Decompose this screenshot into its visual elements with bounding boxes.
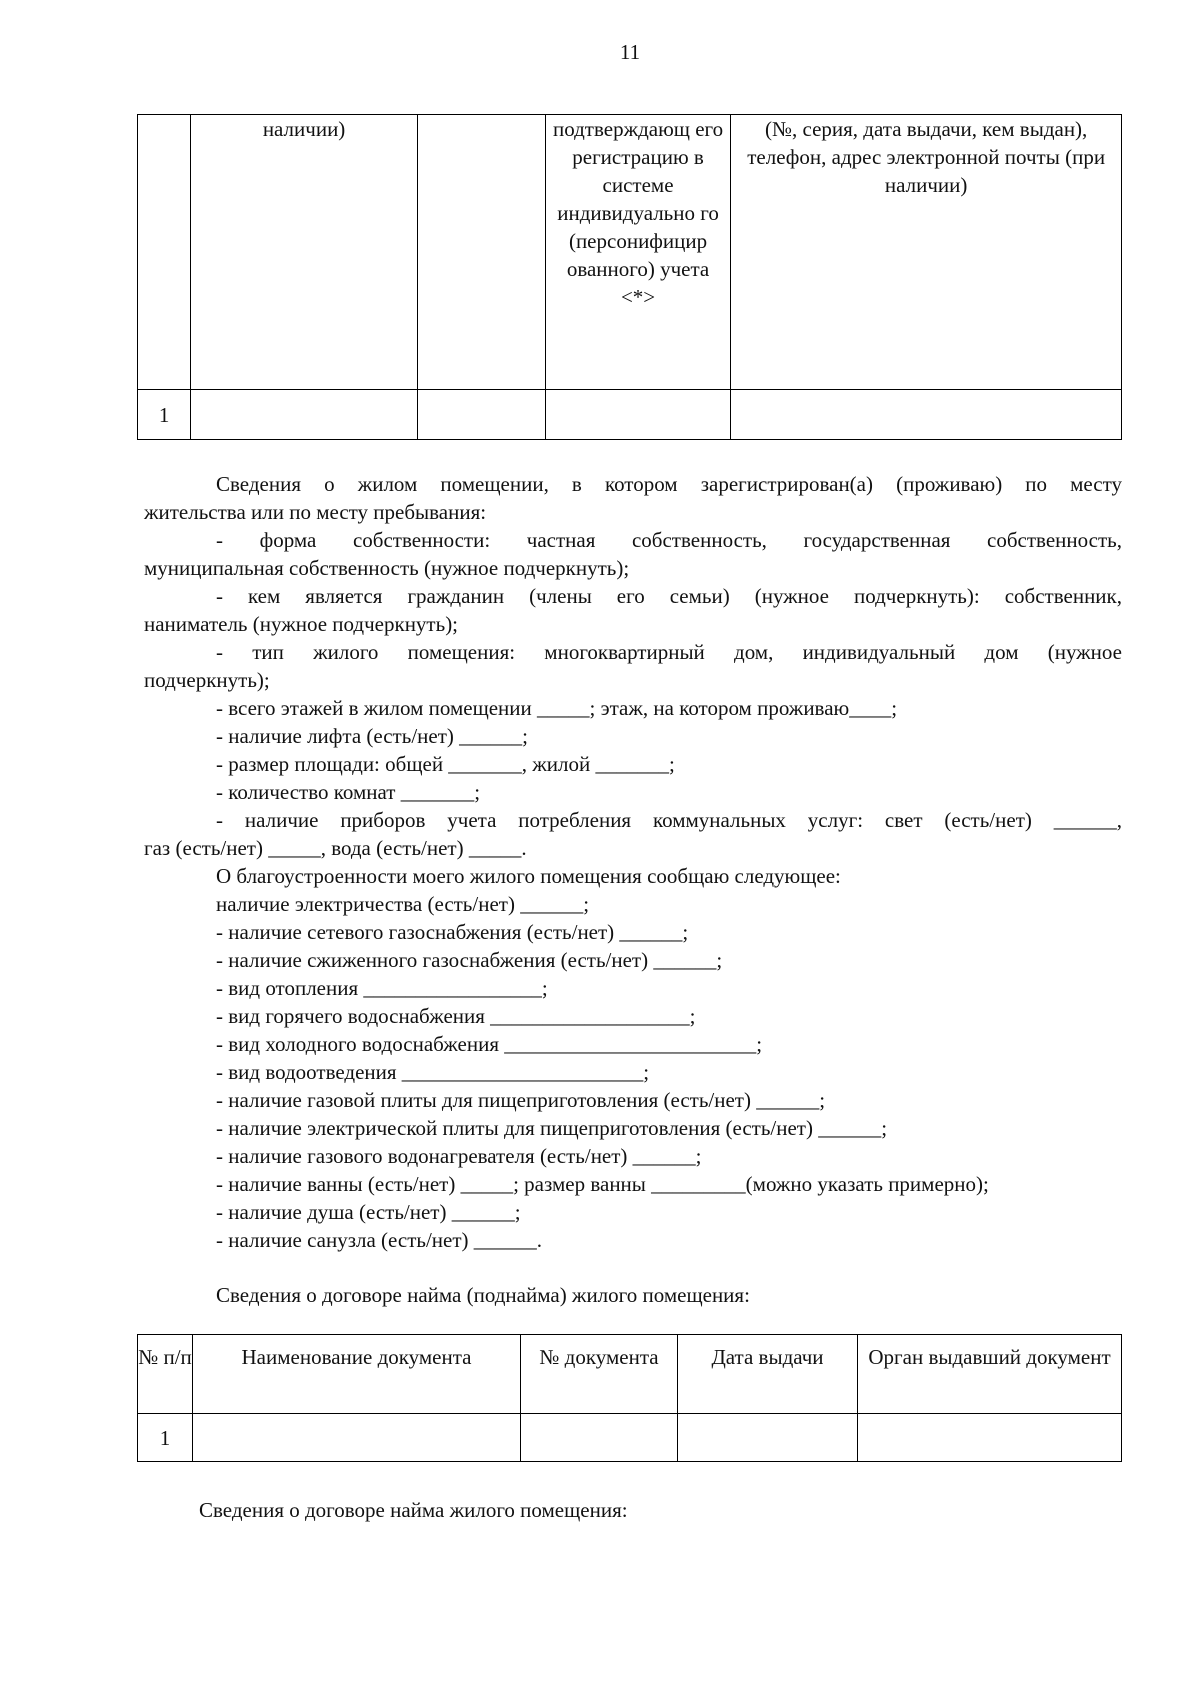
table-row [138,1414,1122,1462]
amenity-item: - вид отопления _________________; [216,976,548,1000]
table-cell: (№, серия, дата выдачи, кем выдан), телефон, адрес электронной почты (при наличии) [731,115,1122,390]
table-cell [138,115,191,390]
table-cell[interactable] [731,390,1122,440]
amenity-item: - наличие санузла (есть/нет) ______. [216,1228,543,1252]
table-header-row [138,115,1122,390]
amenity-item: - наличие душа (есть/нет) ______; [216,1200,521,1224]
table-cell[interactable] [193,1414,521,1462]
row-number: 1 [138,1414,193,1462]
amenity-item: - вид горячего водоснабжения ___________________; [216,1004,696,1028]
amenity-item: - наличие сетевого газоснабжения (есть/нет) ______; [216,920,689,944]
ownership-line: - форма собственности: частная собственность, государственная собственность, [216,528,1122,552]
area-line: - размер площади: общей _______, жилой _______; [216,752,675,776]
column-header: Орган выдавший документ [858,1335,1122,1414]
amenity-item: - наличие газовой плиты для пищеприготовления (есть/нет) ______; [216,1088,826,1112]
table-cell[interactable] [521,1414,678,1462]
ownership-line: муниципальная собственность (нужное подчеркнуть); [144,556,630,580]
floors-line: - всего этажей в жилом помещении _____; этаж, на котором проживаю____; [216,696,898,720]
table-cell: наличии) [191,115,417,390]
table-cell[interactable] [545,390,731,440]
type-line: подчеркнуть); [144,668,270,692]
lift-line: - наличие лифта (есть/нет) ______; [216,724,528,748]
column-header: № документа [521,1335,678,1414]
amenities-intro: О благоустроенности моего жилого помещения сообщаю следующее: [216,864,841,888]
type-line: - тип жилого помещения: многоквартирный дом, индивидуальный дом (нужное [216,640,1122,664]
table-cell [417,115,545,390]
rooms-line: - количество комнат _______; [216,780,481,804]
status-line: наниматель (нужное подчеркнуть); [144,612,459,636]
sublease-table [137,1334,1122,1462]
table-row [138,390,1122,440]
table-cell[interactable] [858,1414,1122,1462]
meters-line: газ (есть/нет) _____, вода (есть/нет) _____. [144,836,527,860]
amenity-item: - наличие ванны (есть/нет) _____; размер ванны _________(можно указать примерно); [216,1172,989,1196]
personal-data-table [137,114,1122,440]
housing-intro-line: Сведения о жилом помещении, в котором зарегистрирован(а) (проживаю) по месту [216,472,1122,496]
housing-intro-line: жительства или по месту пребывания: [144,500,487,524]
column-header: № п/п [138,1335,193,1414]
table-cell[interactable] [678,1414,858,1462]
column-header: Дата выдачи [678,1335,858,1414]
lease-heading: Сведения о договоре найма жилого помещения: [199,1498,628,1522]
amenity-item: наличие электричества (есть/нет) ______; [216,892,590,916]
sublease-heading: Сведения о договоре найма (поднайма) жилого помещения: [216,1283,750,1307]
table-cell: подтверждающ его регистрацию в системе индивидуально го (персонифицир ованного) учета <*> [545,115,731,390]
status-line: - кем является гражданин (члены его семьи) (нужное подчеркнуть): собственник, [216,584,1122,608]
table-cell[interactable] [417,390,545,440]
amenity-item: - наличие электрической плиты для пищеприготовления (есть/нет) ______; [216,1116,888,1140]
column-header: Наименование документа [193,1335,521,1414]
meters-line: - наличие приборов учета потребления коммунальных услуг: свет (есть/нет) ______, [216,808,1122,832]
amenity-item: - наличие газового водонагревателя (есть/нет) ______; [216,1144,702,1168]
row-number: 1 [138,390,191,440]
page-number: 11 [619,40,641,64]
amenity-item: - наличие сжиженного газоснабжения (есть/нет) ______; [216,948,723,972]
amenity-item: - вид водоотведения _______________________; [216,1060,650,1084]
table-cell[interactable] [191,390,417,440]
table-header-row [138,1335,1122,1414]
amenity-item: - вид холодного водоснабжения ________________________; [216,1032,763,1056]
